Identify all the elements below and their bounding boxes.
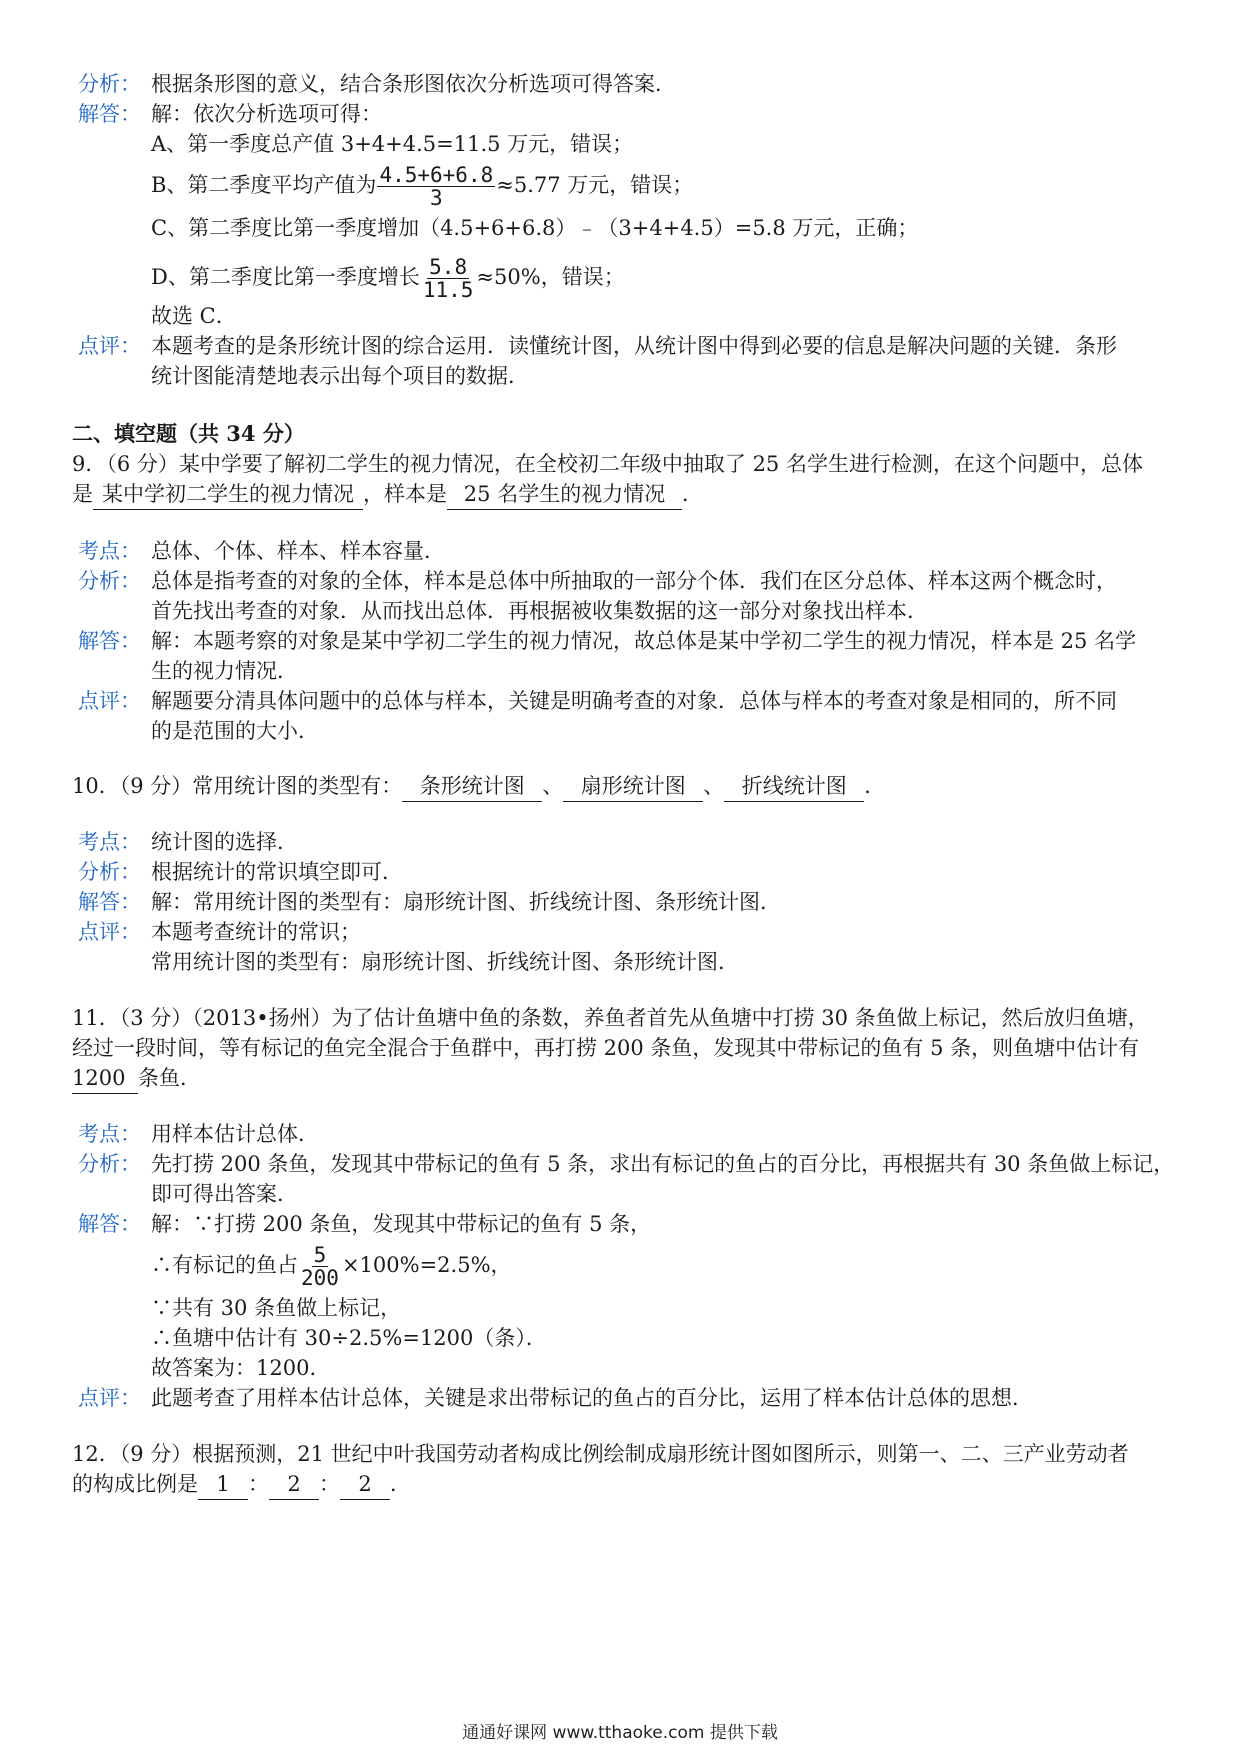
- q10-answer-blank-1: 条形统计图: [402, 771, 542, 802]
- choice-text: 故选 C．: [151, 304, 237, 328]
- q9-stem-end: ．: [682, 482, 703, 506]
- q9-answer-line-1: 解：本题考察的对象是某中学初二学生的视力情况，故总体是某中学初二学生的视力情况，样本是 25 名学: [151, 629, 1137, 653]
- option-a-text: A、第一季度总产值 3+4+4.5=11.5 万元，错误；: [151, 132, 634, 156]
- fraction-numerator: 5: [313, 1243, 327, 1267]
- q8-answer-intro: 解：依次分析选项可得：: [151, 102, 382, 126]
- q11-kaodian-text: 用样本估计总体．: [151, 1122, 319, 1146]
- separator: ：: [248, 1472, 269, 1496]
- q10-stem-text: 10．（9 分）常用统计图的类型有：: [72, 774, 403, 798]
- q10-analysis-text: 根据统计的常识填空即可．: [151, 860, 403, 884]
- q12-stem-line-2: [72, 1468, 1172, 1500]
- q8-analysis-text: 根据条形图的意义，结合条形图依次分析选项可得答案．: [151, 72, 676, 96]
- q9-stem-line-1: 9．（6 分）某中学要了解初二学生的视力情况，在全校初二年级中抽取了 25 名学生进行检测，在这个问题中，总体: [72, 452, 1143, 476]
- q12-answer-blank-2: 2: [269, 1469, 319, 1500]
- q9-answer-blank-1: 某中学初二学生的视力情况: [93, 479, 363, 510]
- q10-stem-end: ．: [864, 774, 886, 798]
- fraction-numerator: 5.8: [429, 255, 468, 279]
- q12-answer-blank-3: 2: [340, 1469, 390, 1500]
- q10-comment-line-2: 常用统计图的类型有：扇形统计图、折线统计图、条形统计图．: [151, 950, 739, 974]
- separator: 、: [542, 774, 564, 798]
- option-d-text: [151, 256, 625, 301]
- analysis-label: 分析：: [78, 860, 141, 884]
- separator: ：: [319, 1472, 340, 1496]
- q11-fraction: [299, 1244, 341, 1289]
- fraction-denominator: 11.5: [422, 278, 474, 302]
- q11-answer-blank: 1200: [72, 1063, 138, 1094]
- option-b-text: [151, 164, 693, 209]
- q11-answer-suffix: ×100%=2.5%，: [341, 1253, 512, 1277]
- q11-answer-prefix: ∴有标记的鱼占: [151, 1253, 298, 1277]
- option-d-prefix: D、第二季度比第一季度增长: [151, 265, 420, 289]
- analysis-label: 分析：: [78, 1152, 141, 1176]
- option-c-text: C、第二季度比第一季度增加（4.5+6+6.8）﹣（3+4+4.5）=5.8 万元，正确；: [151, 216, 919, 240]
- q11-answer-line-2: [151, 1244, 512, 1289]
- q11-stem-line-1: 11．（3 分）（2013•扬州）为了估计鱼塘中鱼的条数，养鱼者首先从鱼塘中打捞 30 条鱼做上标记，然后放归鱼塘，: [72, 1006, 1149, 1030]
- q8-comment-line-2: 统计图能清楚地表示出每个项目的数据．: [151, 364, 529, 388]
- comment-label: 点评：: [78, 334, 141, 358]
- q9-comment-line-2: 的是范围的大小．: [151, 719, 319, 743]
- q9-analysis-line-1: 总体是指考查的对象的全体，样本是总体中所抽取的一部分个体．我们在区分总体、样本这两个概念时，: [151, 569, 1117, 593]
- fraction-denominator: 200: [301, 1266, 339, 1290]
- q9-answer-line-2: 生的视力情况．: [151, 659, 298, 683]
- q10-answer-text: 解：常用统计图的类型有：扇形统计图、折线统计图、条形统计图．: [151, 890, 781, 914]
- option-d-fraction: [421, 256, 476, 301]
- q9-answer-blank-2: 25 名学生的视力情况: [447, 479, 682, 510]
- kaodian-label: 考点：: [78, 539, 141, 563]
- q12-stem-end: ．: [390, 1472, 411, 1496]
- q11-answer-line-1: 解：∵打捞 200 条鱼，发现其中带标记的鱼有 5 条，: [151, 1212, 652, 1236]
- answer-label: 解答：: [78, 890, 141, 914]
- q10-answer-blank-2: 扇形统计图: [563, 771, 703, 802]
- q11-answer-line-4: ∴鱼塘中估计有 30÷2.5%=1200（条）．: [151, 1326, 547, 1350]
- q11-analysis-line-2: 即可得出答案．: [151, 1182, 298, 1206]
- option-b-prefix: B、第二季度平均产值为: [151, 173, 377, 197]
- q9-stem-line-2: [72, 478, 1172, 510]
- option-b-suffix: ≈5.77 万元，错误；: [496, 173, 694, 197]
- comment-label: 点评：: [78, 920, 141, 944]
- q11-stem-end: 条鱼．: [138, 1066, 201, 1090]
- fraction-numerator: 4.5+6+6.8: [379, 163, 494, 187]
- q11-stem-line-3: [72, 1062, 1172, 1094]
- answer-label: 解答：: [78, 1212, 141, 1236]
- q11-stem-line-2: 经过一段时间，等有标记的鱼完全混合于鱼群中，再打捞 200 条鱼，发现其中带标记的鱼有 5 条，则鱼塘中估计有: [72, 1036, 1140, 1060]
- q11-comment-text: 此题考查了用样本估计总体，关键是求出带标记的鱼占的百分比，运用了样本估计总体的思想．: [151, 1386, 1033, 1410]
- q12-answer-blank-1: 1: [198, 1469, 248, 1500]
- q9-kaodian-text: 总体、个体、样本、样本容量．: [151, 539, 445, 563]
- section-title: 二、填空题（共 34 分）: [72, 421, 305, 446]
- q9-stem-text: ，样本是: [363, 482, 447, 506]
- q12-stem-line-1: 12．（9 分）根据预测，21 世纪中叶我国劳动者构成比例绘制成扇形统计图如图所示，则第一、二、三产业劳动者: [72, 1442, 1129, 1466]
- q12-stem-text: 的构成比例是: [72, 1472, 198, 1496]
- q9-analysis-line-2: 首先找出考查的对象．从而找出总体．再根据被收集数据的这一部分对象找出样本．: [151, 599, 928, 623]
- q10-stem: [72, 770, 1172, 802]
- answer-label: 解答：: [78, 102, 141, 126]
- fraction-denominator: 3: [430, 186, 443, 210]
- comment-label: 点评：: [78, 689, 141, 713]
- page-footer: 通通好课网 www.tthaoke.com 提供下载: [462, 1723, 778, 1743]
- q11-analysis-line-1: 先打捞 200 条鱼，发现其中带标记的鱼有 5 条，求出有标记的鱼占的百分比，再根据共有 30 条鱼做上标记，: [151, 1152, 1175, 1176]
- kaodian-label: 考点：: [78, 1122, 141, 1146]
- q11-answer-line-5: 故答案为：1200．: [151, 1356, 331, 1380]
- q11-answer-line-3: ∵共有 30 条鱼做上标记，: [151, 1296, 402, 1320]
- separator: 、: [703, 774, 725, 798]
- kaodian-label: 考点：: [78, 830, 141, 854]
- analysis-label: 分析：: [78, 569, 141, 593]
- comment-label: 点评：: [78, 1386, 141, 1410]
- option-b-fraction: [377, 164, 495, 209]
- q10-answer-blank-3: 折线统计图: [724, 771, 864, 802]
- q10-comment-line-1: 本题考查统计的常识；: [151, 920, 361, 944]
- q9-stem-text: 是: [72, 482, 93, 506]
- q8-comment-line-1: 本题考查的是条形统计图的综合运用．读懂统计图，从统计图中得到必要的信息是解决问题的关键．条形: [151, 334, 1117, 358]
- q9-comment-line-1: 解题要分清具体问题中的总体与样本，关键是明确考查的对象．总体与样本的考查对象是相同的，所不同: [151, 689, 1117, 713]
- q10-kaodian-text: 统计图的选择．: [151, 830, 298, 854]
- analysis-label: 分析：: [78, 72, 141, 96]
- option-d-suffix: ≈50%，错误；: [476, 265, 625, 289]
- answer-label: 解答：: [78, 629, 141, 653]
